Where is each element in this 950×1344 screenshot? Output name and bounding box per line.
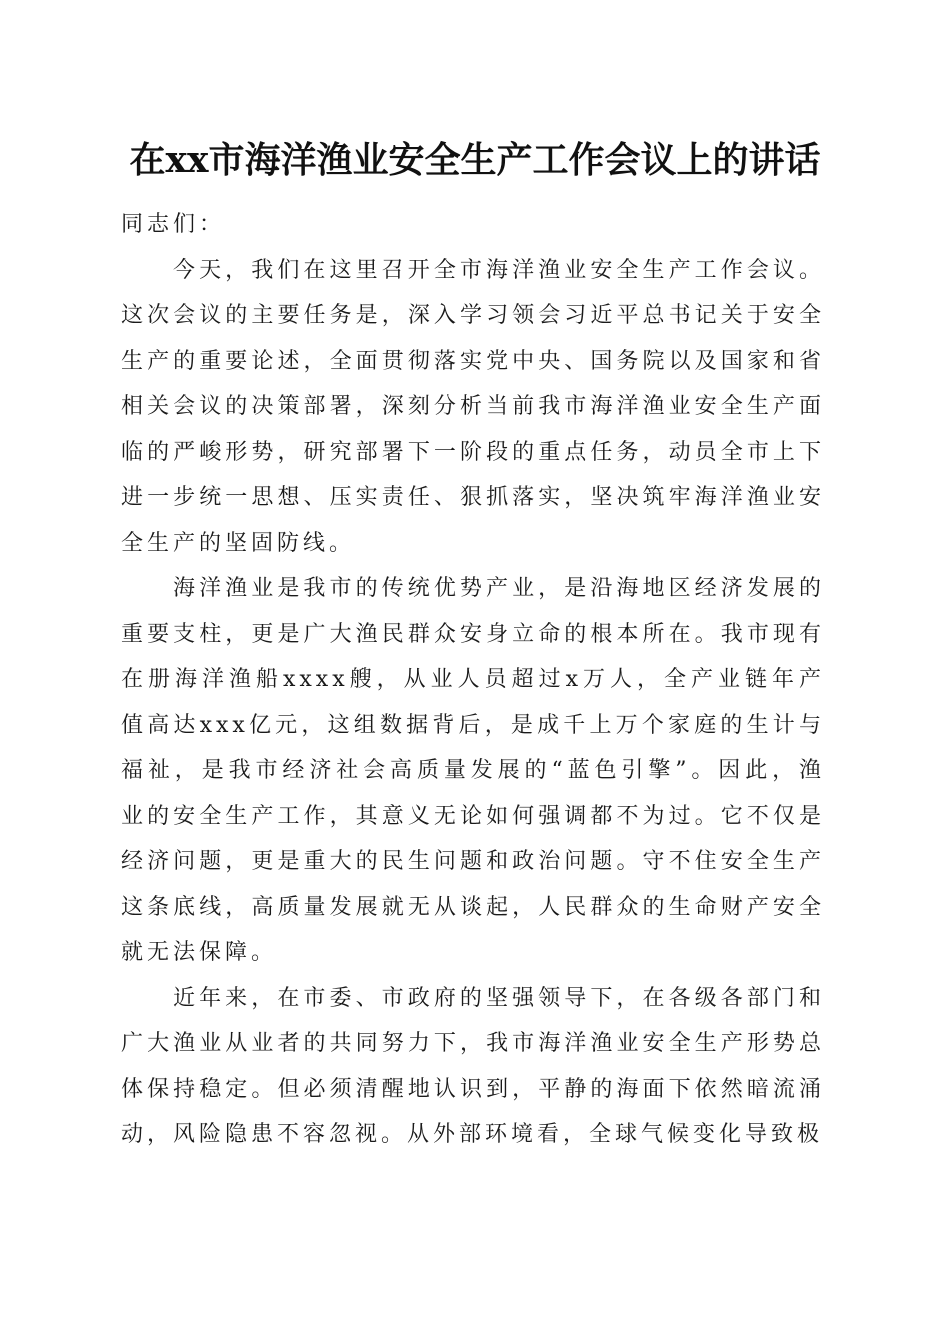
salutation: 同志们： [121,212,226,237]
document-title: 在xx市海洋渔业安全生产工作会议上的讲话 [129,139,821,181]
paragraph-2: 海洋渔业是我市的传统优势产业，是沿海地区经济发展的重要支柱，更是广大渔民群众安身立命的根本所在。我市现有在册海洋渔船xxxx艘，从业人员超过x万人，全产业链年产值高达xxx亿元，这组数据背后，是成千上万个家庭的生计与福祉，是我市经济社会高质量发展的“蓝色引擎”。因此，渔业的安全生产工作，其意义无论如何强调都不为过。它不仅是经济问题，更是重大的民生问题和政治问题。守不住安全生产这条底线，高质量发展就无从谈起，人民群众的生命财产安全就无法保障。 [121,576,825,965]
document-body [121,202,825,1158]
paragraph-3: 近年来，在市委、市政府的坚强领导下，在各级各部门和广大渔业从业者的共同努力下，我市海洋渔业安全生产形势总体保持稳定。但必须清醒地认识到，平静的海面下依然暗流涌动，风险隐患不容忽视。从外部环境看，全球气候变化导致极 [121,985,825,1147]
paragraph-1: 今天，我们在这里召开全市海洋渔业安全生产工作会议。这次会议的主要任务是，深入学习领会习近平总书记关于安全生产的重要论述，全面贯彻落实党中央、国务院以及国家和省相关会议的决策部署，深刻分析当前我市海洋渔业安全生产面临的严峻形势，研究部署下一阶段的重点任务，动员全市上下进一步统一思想、压实责任、狠抓落实，坚决筑牢海洋渔业安全生产的坚固防线。 [121,257,825,556]
